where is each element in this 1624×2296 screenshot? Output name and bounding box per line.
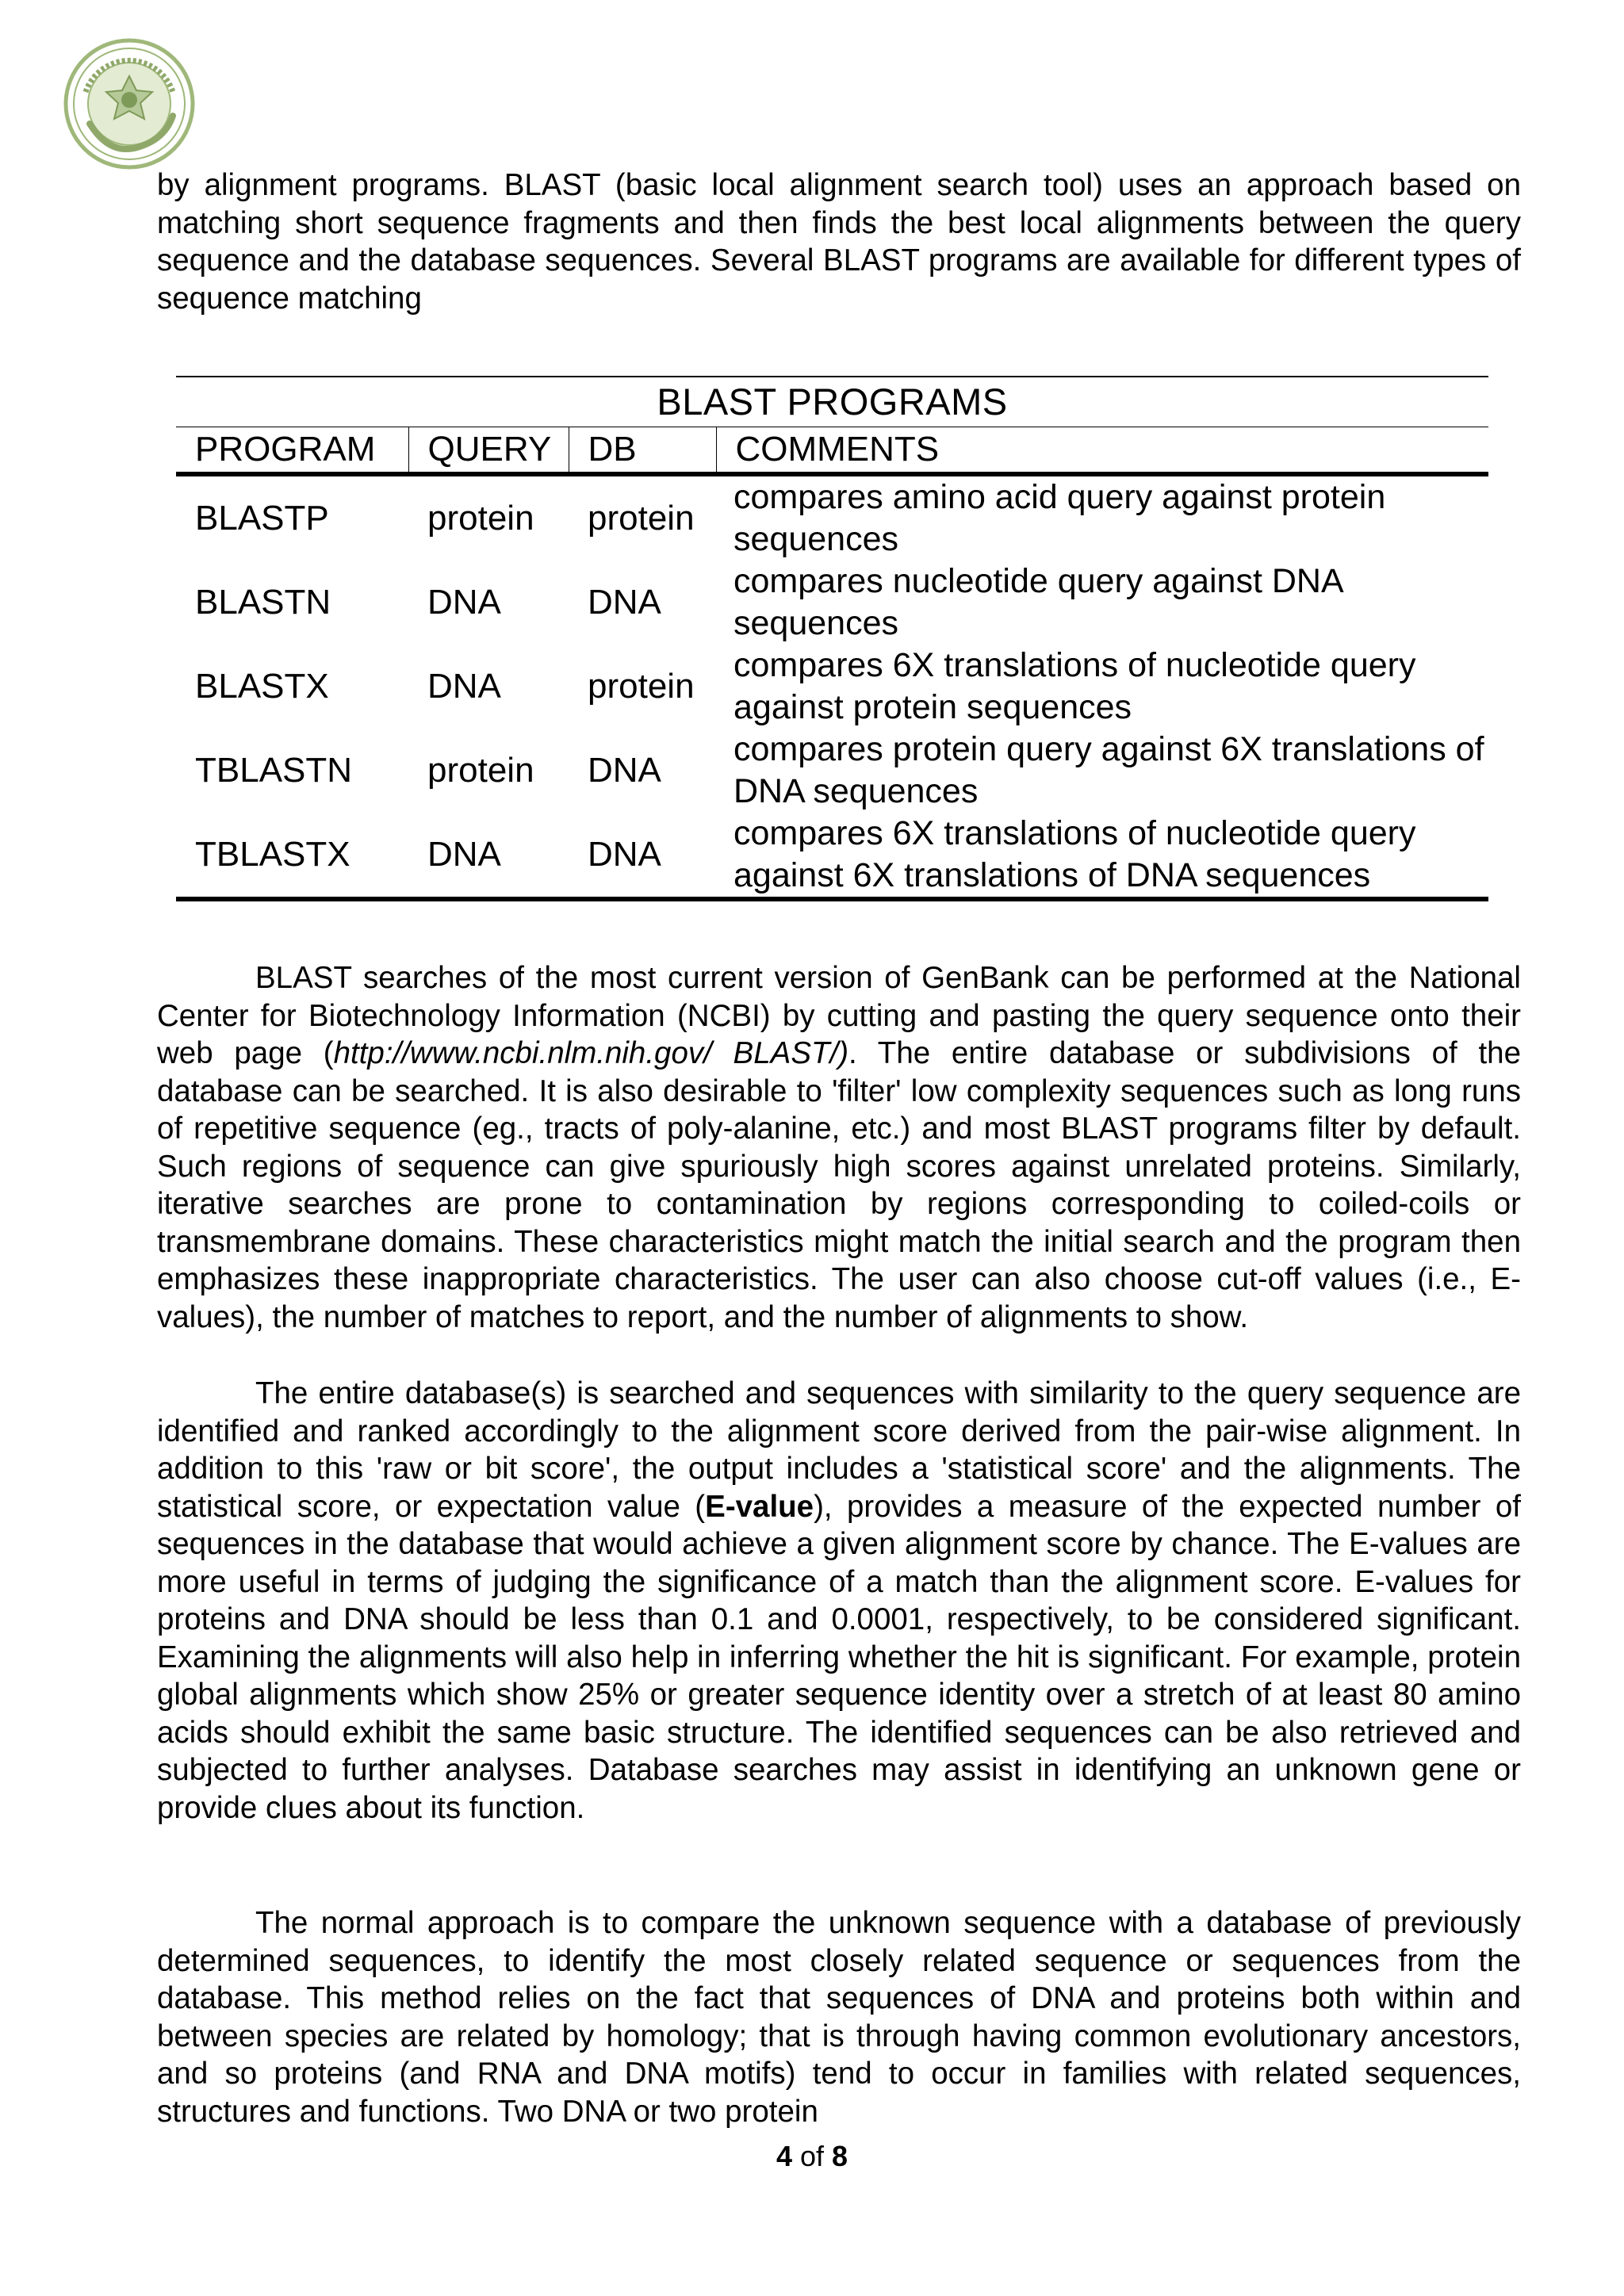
- blast-programs-table: [176, 376, 1488, 901]
- cell-program: TBLASTN: [195, 751, 353, 790]
- cell-comment: compares amino acid query against protein sequences: [733, 478, 1386, 558]
- cell-program: BLASTX: [195, 667, 329, 706]
- page-current: 4: [776, 2140, 792, 2172]
- evalue-term: E-value: [705, 1489, 814, 1524]
- cell-db: DNA: [569, 813, 716, 899]
- page-total: 8: [832, 2140, 848, 2172]
- table-title: BLAST PROGRAMS: [176, 376, 1488, 427]
- cell-query: protein: [427, 499, 534, 538]
- cell-comment: compares protein query against 6X translations of DNA sequences: [733, 730, 1484, 810]
- cell-program: BLASTN: [195, 583, 331, 622]
- cell-db: protein: [588, 499, 695, 538]
- table-row: [176, 729, 1488, 813]
- paragraph-evalue: [157, 1375, 1521, 1827]
- cell-db: DNA: [588, 583, 661, 622]
- ncbi-text-end: . The entire database or subdivisions of the database can be searched. It is also desirable to 'filter' low complexity sequences such as long runs of repetitive sequence (eg., tracts of poly-alanine, etc.) and most BLAST programs filter by default. Such regions of sequence can give spuriously high scores against unrelated proteins. Similarly, iterative searches are prone to contamination by regions corresponding to coiled-coils or transmembrane domains. These characteristics might match the initial search and the program then emphasizes these inappropriate characteristics. The user can also choose cut-off values (i.e., E-values), the number of matches to report, and the number of alignments to show.: [157, 1036, 1521, 1334]
- paragraph-ncbi: [157, 959, 1521, 1336]
- cell-comment: compares nucleotide query against DNA sequences: [733, 562, 1342, 642]
- table-row: [176, 813, 1488, 899]
- table-row: [176, 561, 1488, 645]
- paragraph-normal-approach: The normal approach is to compare the unknown sequence with a database of previously determined sequences, to identify the most closely related sequence or sequences from the database. This method relies on the fact that sequences of DNA and proteins both within and between species are related by homology; that is through having common evolutionary ancestors, and so proteins (and RNA and DNA motifs) tend to occur in families with related sequences, structures and functions. Two DNA or two protein: [157, 1906, 1521, 2129]
- cell-program: BLASTP: [195, 499, 329, 538]
- cell-program: TBLASTX: [176, 813, 408, 899]
- university-seal-logo: [62, 36, 197, 171]
- header-db: DB: [569, 427, 716, 475]
- cell-query: DNA: [427, 583, 501, 622]
- cell-query: DNA: [408, 813, 569, 899]
- page-of: of: [799, 2140, 825, 2172]
- header-comments: COMMENTS: [716, 427, 1488, 475]
- paragraph-intro: by alignment programs. BLAST (basic local alignment search tool) uses an approach based on matching short sequence fragments and then finds the best local alignments between the query sequence and the database sequences. Several BLAST programs are available for different types of sequence matching: [157, 168, 1521, 316]
- evalue-text-start: The entire database(s) is searched and sequences with similarity to the query sequence are identified and ranked accordingly to the alignment score derived from the pair-wise alignment. In addition to this 'raw or bit score', the output includes a 'statistical score' and the alignments. The statistical score, or expectation value (: [157, 1376, 1521, 1524]
- table-header-row: [176, 427, 1488, 475]
- header-program: PROGRAM: [176, 427, 408, 475]
- cell-query: DNA: [427, 667, 501, 706]
- ncbi-text-start: BLAST searches of the most current version of GenBank can be performed at the National Center for Biotechnology Information (NCBI) by cutting and pasting the query sequence onto their web page (: [157, 961, 1521, 1070]
- blast-url: http://www.ncbi.nlm.nih.gov/ BLAST/): [333, 1036, 849, 1070]
- cell-db: DNA: [588, 751, 661, 790]
- evalue-text-end: ), provides a measure of the expected number of sequences in the database that would achieve a given alignment score by chance. The E-values are more useful in terms of judging the significance of a match than the alignment score. E-values for proteins and DNA should be less than 0.1 and 0.0001, respectively, to be considered significant. Examining the alignments will also help in inferring whether the hit is significant. For example, protein global alignments which show 25% or greater sequence identity over a stretch of at least 80 amino acids should exhibit the same basic structure. The identified sequences can be also retrieved and subjected to further analyses. Database searches may assist in identifying an unknown gene or provide clues about its function.: [157, 1489, 1521, 1825]
- page-number-footer: [0, 2139, 1624, 2174]
- cell-comment: compares 6X translations of nucleotide query against 6X translations of DNA sequences: [716, 813, 1488, 899]
- table-row: [176, 645, 1488, 729]
- cell-query: protein: [427, 751, 534, 790]
- cell-db: protein: [588, 667, 695, 706]
- table-row: [176, 474, 1488, 561]
- header-query: QUERY: [408, 427, 569, 475]
- cell-comment: compares 6X translations of nucleotide query against protein sequences: [733, 646, 1416, 726]
